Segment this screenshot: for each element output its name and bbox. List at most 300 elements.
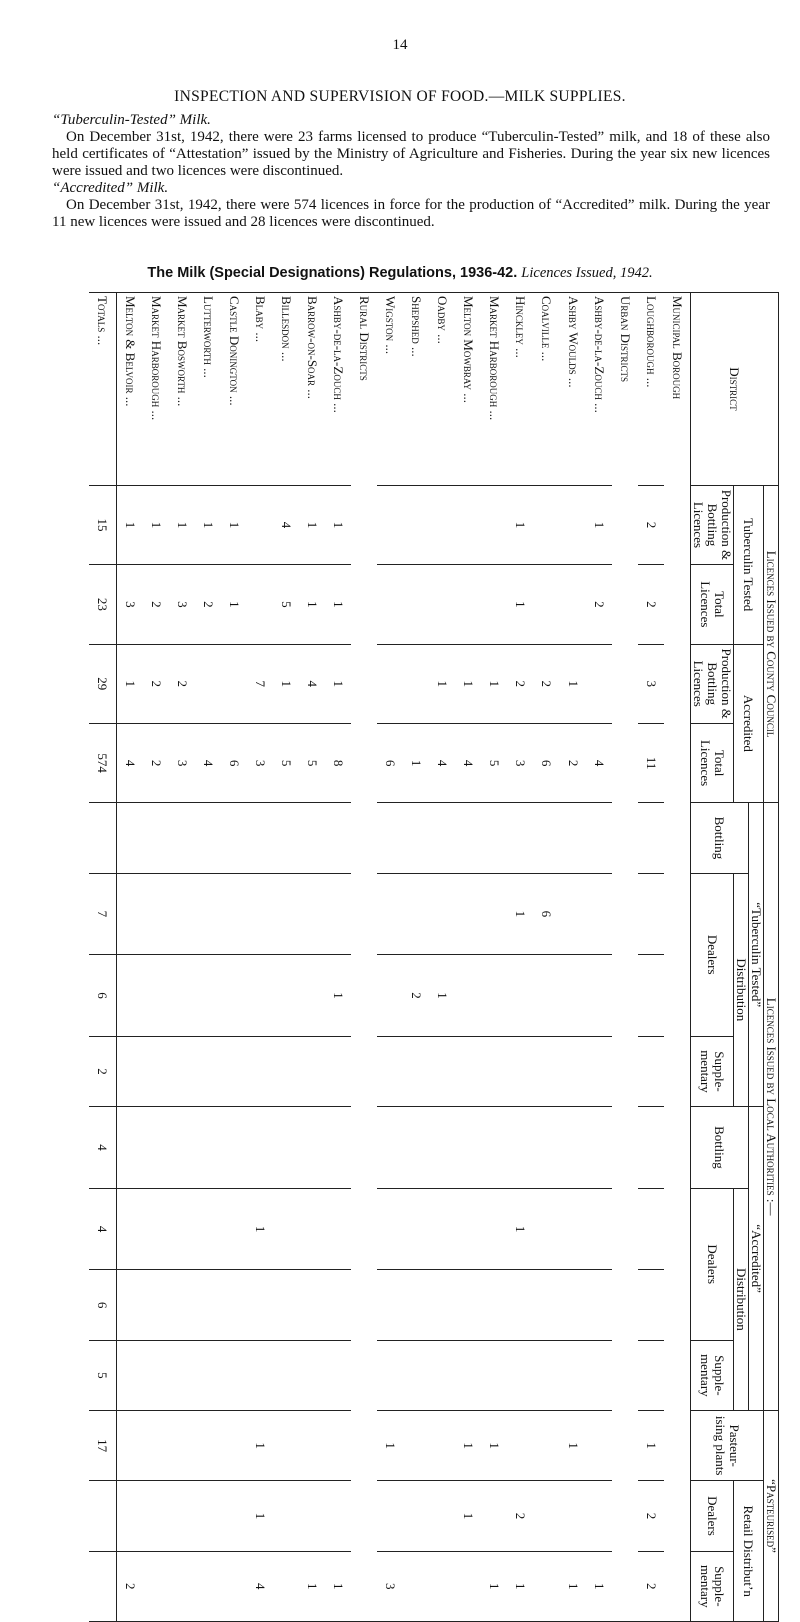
table-cell <box>169 1481 195 1551</box>
table-cell <box>221 1411 247 1481</box>
table-cell: 1 <box>273 644 299 723</box>
table-cell: 2 <box>507 644 533 723</box>
table-cell <box>429 1411 455 1481</box>
table-row <box>325 293 351 1622</box>
table-cell: 4 <box>455 723 481 802</box>
table-cell <box>429 1036 455 1106</box>
table-cell: 1 <box>429 955 455 1037</box>
table-cell: 1 <box>507 1551 533 1621</box>
table-cell <box>221 1107 247 1189</box>
group-label: Municipal Borough <box>664 293 691 1622</box>
table-cell <box>116 803 143 873</box>
table-cell <box>377 1340 403 1410</box>
district-name: Lutterworth ... <box>195 293 221 486</box>
page-heading: INSPECTION AND SUPERVISION OF FOOD.—MILK SUPPLIES. <box>174 88 626 105</box>
table-cell: 1 <box>325 565 351 644</box>
table-row <box>299 293 325 1622</box>
table-cell <box>325 1270 351 1340</box>
district-name: Castle Donington ... <box>221 293 247 486</box>
table-cell <box>403 1107 429 1189</box>
table-cell <box>195 1107 221 1189</box>
table-cell <box>377 873 403 955</box>
table-cell: 1 <box>116 644 143 723</box>
table-cell: 5 <box>481 723 507 802</box>
table-row <box>586 293 612 1622</box>
table-cell <box>273 1188 299 1270</box>
table-cell <box>638 955 664 1037</box>
table-cell <box>586 644 612 723</box>
table-cell: 1 <box>299 485 325 564</box>
la-acc-distribution-header: Distribution <box>734 1188 749 1410</box>
table-cell: 1 <box>325 1551 351 1621</box>
table-cell <box>143 803 169 873</box>
accredited-paragraph: On December 31st, 1942, there were 574 licences in force for the production of “Accredited” milk. During the year 11 new licences were issued and 28 licences were discontinued. <box>52 197 770 230</box>
cc-tt-header: Tuberculin Tested <box>734 485 764 644</box>
table-cell <box>507 1411 533 1481</box>
table-cell <box>429 1270 455 1340</box>
district-name: Shepshed ... <box>403 293 429 486</box>
table-cell <box>638 1340 664 1410</box>
district-name: Blaby ... <box>247 293 273 486</box>
table-cell: 2 <box>638 1481 664 1551</box>
table-cell: 2 <box>116 1551 143 1621</box>
table-cell <box>299 1107 325 1189</box>
table-cell: 1 <box>403 723 429 802</box>
table-cell <box>221 1270 247 1340</box>
table-cell <box>169 873 195 955</box>
table-cell: 6 <box>377 723 403 802</box>
table-cell <box>221 1340 247 1410</box>
table-cell: 1 <box>638 1411 664 1481</box>
table-cell: 7 <box>89 873 116 955</box>
district-header: District <box>691 293 779 486</box>
table-cell: 1 <box>221 565 247 644</box>
table-cell <box>221 955 247 1037</box>
table-cell <box>638 1036 664 1106</box>
cc-acc-production-bottling-header: Production & Bottling Licences <box>691 644 734 723</box>
table-cell: 4 <box>273 485 299 564</box>
table-cell: 2 <box>638 1551 664 1621</box>
table-cell <box>403 565 429 644</box>
table-cell: 23 <box>89 565 116 644</box>
table-cell: 1 <box>325 644 351 723</box>
table-cell: 2 <box>169 644 195 723</box>
table-cell <box>195 1340 221 1410</box>
table-cell <box>195 1188 221 1270</box>
table-cell <box>221 873 247 955</box>
table-cell <box>455 485 481 564</box>
table-cell <box>429 1107 455 1189</box>
group-label: Urban Districts <box>612 293 638 1622</box>
table-cell: 1 <box>247 1481 273 1551</box>
table-cell: 1 <box>325 485 351 564</box>
district-name: Hinckley ... <box>507 293 533 486</box>
table-cell: 1 <box>507 565 533 644</box>
table-cell <box>299 1340 325 1410</box>
table-cell <box>638 1270 664 1340</box>
table-cell: 6 <box>533 723 559 802</box>
table-cell <box>507 1340 533 1410</box>
table-cell: 1 <box>481 1411 507 1481</box>
table-cell <box>481 485 507 564</box>
table-cell <box>273 1036 299 1106</box>
table-row <box>143 293 169 1622</box>
la-acc-supplementary-header: Supple- mentary <box>691 1340 734 1410</box>
table-cell <box>195 1551 221 1621</box>
district-name: Market Harborough ... <box>481 293 507 486</box>
table-cell <box>299 1188 325 1270</box>
district-name: Wigston ... <box>377 293 403 486</box>
table-cell <box>586 1270 612 1340</box>
totals-label: Totals ... <box>89 293 116 486</box>
table-cell <box>299 955 325 1037</box>
district-name: Melton Mowbray ... <box>455 293 481 486</box>
table-cell <box>403 873 429 955</box>
table-cell <box>507 1036 533 1106</box>
table-cell: 2 <box>586 565 612 644</box>
table-cell <box>116 1188 143 1270</box>
table-cell <box>481 873 507 955</box>
district-name: Ashby Woulds ... <box>560 293 586 486</box>
table-cell <box>638 873 664 955</box>
table-cell <box>195 1270 221 1340</box>
table-cell: 1 <box>299 1551 325 1621</box>
table-row <box>116 293 143 1622</box>
la-tt-bottling-header: Bottling <box>691 803 749 873</box>
totals-row <box>89 293 116 1622</box>
table-cell <box>560 955 586 1037</box>
table-cell <box>195 955 221 1037</box>
table-row <box>195 293 221 1622</box>
table-cell <box>403 803 429 873</box>
table-cell <box>586 1340 612 1410</box>
district-name: Ashby-de-la-Zouch ... <box>586 293 612 486</box>
table-cell <box>273 1551 299 1621</box>
pasteurised-header: “Pasteurised” <box>764 1411 779 1622</box>
table-cell <box>429 803 455 873</box>
table-cell <box>403 1481 429 1551</box>
table-cell <box>533 803 559 873</box>
table-cell <box>273 803 299 873</box>
table-cell: 11 <box>638 723 664 802</box>
table-cell <box>560 1270 586 1340</box>
table-cell <box>247 485 273 564</box>
table-cell <box>638 1107 664 1189</box>
retail-dealers-header: Dealers <box>691 1481 734 1551</box>
table-cell <box>403 1551 429 1621</box>
table-cell <box>195 644 221 723</box>
tt-subheading: “Tuberculin-Tested” Milk. <box>52 112 211 128</box>
la-accredited-header: “Accredited” <box>749 1107 764 1411</box>
table-cell <box>325 1036 351 1106</box>
cc-tt-total-header: Total Licences <box>691 565 734 644</box>
table-cell <box>221 1551 247 1621</box>
table-cell: 5 <box>273 565 299 644</box>
table-cell: 5 <box>299 723 325 802</box>
table-cell: 1 <box>455 644 481 723</box>
table-row <box>377 293 403 1622</box>
table-cell <box>169 1188 195 1270</box>
table-cell <box>116 1411 143 1481</box>
table-cell <box>533 1107 559 1189</box>
table-cell: 2 <box>143 644 169 723</box>
table-cell <box>299 873 325 955</box>
table-cell: 17 <box>89 1411 116 1481</box>
table-cell: 1 <box>455 1481 481 1551</box>
table-cell <box>325 803 351 873</box>
table-cell: 2 <box>533 644 559 723</box>
table-cell: 29 <box>89 644 116 723</box>
table-cell: 1 <box>299 565 325 644</box>
table-cell <box>195 803 221 873</box>
table-cell <box>221 1481 247 1551</box>
local-authorities-header: Licences Issued by Local Authorities :— <box>764 803 779 1411</box>
table-cell <box>143 1411 169 1481</box>
cc-accredited-header: Accredited <box>734 644 764 803</box>
table-cell: 4 <box>247 1551 273 1621</box>
district-name: Loughborough ... <box>638 293 664 486</box>
la-tt-distribution-header: Distribution <box>734 873 749 1107</box>
table-cell: 1 <box>247 1188 273 1270</box>
table-cell: 3 <box>169 723 195 802</box>
table-cell <box>455 1340 481 1410</box>
table-cell <box>481 803 507 873</box>
table-cell: 1 <box>325 955 351 1037</box>
table-cell: 3 <box>638 644 664 723</box>
table-cell <box>638 803 664 873</box>
pasteurising-plants-header: Pasteur- ising plants <box>691 1411 764 1481</box>
table-cell <box>89 1551 116 1621</box>
table-cell: 2 <box>403 955 429 1037</box>
district-name: Melton & Belvoir ... <box>116 293 143 486</box>
table-cell <box>429 485 455 564</box>
table-cell <box>586 1107 612 1189</box>
table-cell <box>377 485 403 564</box>
table-cell: 3 <box>247 723 273 802</box>
table-cell <box>195 873 221 955</box>
table-cell <box>247 1270 273 1340</box>
table-cell <box>429 873 455 955</box>
table-cell <box>638 1188 664 1270</box>
table-cell: 1 <box>377 1411 403 1481</box>
table-cell: 1 <box>247 1411 273 1481</box>
table-cell <box>325 1340 351 1410</box>
table-cell: 2 <box>89 1036 116 1106</box>
table-cell: 1 <box>221 485 247 564</box>
table-cell <box>247 565 273 644</box>
table-cell <box>403 1036 429 1106</box>
table-cell <box>560 565 586 644</box>
table-cell <box>533 1188 559 1270</box>
table-cell <box>169 955 195 1037</box>
table-cell <box>89 1481 116 1551</box>
table-row <box>273 293 299 1622</box>
table-cell <box>481 1188 507 1270</box>
group-label: Rural Districts <box>351 293 377 1622</box>
table-row <box>455 293 481 1622</box>
table-cell <box>507 1270 533 1340</box>
table-cell <box>533 1340 559 1410</box>
table-cell: 4 <box>429 723 455 802</box>
table-cell <box>195 1036 221 1106</box>
cc-tt-production-bottling-header: Production & Bottling Licences <box>691 485 734 564</box>
table-cell <box>325 1411 351 1481</box>
table-cell: 8 <box>325 723 351 802</box>
retail-supplementary-header: Supple- mentary <box>691 1551 734 1621</box>
table-cell <box>325 873 351 955</box>
table-cell <box>481 1481 507 1551</box>
table-cell <box>481 565 507 644</box>
table-cell <box>247 1107 273 1189</box>
table-cell: 1 <box>507 873 533 955</box>
table-cell <box>325 1107 351 1189</box>
table-cell <box>143 955 169 1037</box>
table-cell <box>247 1036 273 1106</box>
table-cell <box>116 1340 143 1410</box>
table-cell <box>586 803 612 873</box>
table-cell <box>169 803 195 873</box>
table-cell <box>247 873 273 955</box>
table-cell: 3 <box>116 565 143 644</box>
table-cell <box>455 565 481 644</box>
table-cell <box>507 955 533 1037</box>
table-cell <box>325 1481 351 1551</box>
table-cell <box>299 1036 325 1106</box>
table-row <box>221 293 247 1622</box>
table-cell <box>377 644 403 723</box>
table-cell <box>455 955 481 1037</box>
table-cell <box>560 1481 586 1551</box>
table-cell: 1 <box>116 485 143 564</box>
table-cell <box>377 565 403 644</box>
table-cell: 15 <box>89 485 116 564</box>
table-cell <box>377 1188 403 1270</box>
table-cell <box>195 1481 221 1551</box>
accredited-section <box>52 180 770 231</box>
table-row <box>481 293 507 1622</box>
table-cell <box>481 1036 507 1106</box>
table-cell <box>116 1036 143 1106</box>
table-cell <box>481 1340 507 1410</box>
table-cell: 7 <box>247 644 273 723</box>
table-cell <box>247 955 273 1037</box>
table-cell <box>455 1036 481 1106</box>
retail-distribution-header: Retail Distribut’n <box>734 1481 764 1622</box>
table-cell <box>221 1188 247 1270</box>
table-cell: 5 <box>89 1340 116 1410</box>
table-cell <box>533 1551 559 1621</box>
table-cell <box>403 644 429 723</box>
licences-table <box>89 292 779 1622</box>
table-cell <box>560 1036 586 1106</box>
table-cell <box>299 1481 325 1551</box>
table-cell <box>455 1551 481 1621</box>
table-cell <box>221 803 247 873</box>
table-cell <box>116 873 143 955</box>
table-cell <box>221 644 247 723</box>
table-cell <box>247 1340 273 1410</box>
table-cell <box>273 955 299 1037</box>
table-cell <box>560 1188 586 1270</box>
table-row <box>664 293 691 1622</box>
district-name: Market Harborough ... <box>143 293 169 486</box>
table-cell <box>533 1411 559 1481</box>
district-name: Barrow-on-Soar ... <box>299 293 325 486</box>
table-cell <box>586 1036 612 1106</box>
table-row <box>612 293 638 1622</box>
table-cell: 1 <box>586 1551 612 1621</box>
table-cell <box>377 1036 403 1106</box>
table-cell: 2 <box>638 485 664 564</box>
accredited-subheading: “Accredited” Milk. <box>52 180 169 196</box>
table-cell <box>429 1481 455 1551</box>
table-cell <box>169 1411 195 1481</box>
table-cell: 1 <box>143 485 169 564</box>
table-row <box>429 293 455 1622</box>
table-cell: 1 <box>560 1411 586 1481</box>
table-cell <box>116 955 143 1037</box>
table-cell <box>116 1107 143 1189</box>
table-cell: 1 <box>169 485 195 564</box>
tt-section <box>52 112 770 180</box>
table-cell <box>299 803 325 873</box>
table-cell <box>377 1270 403 1340</box>
table-cell <box>169 1270 195 1340</box>
table-cell: 3 <box>507 723 533 802</box>
table-cell <box>403 1340 429 1410</box>
table-cell <box>377 1107 403 1189</box>
table-row <box>247 293 273 1622</box>
table-cell: 2 <box>195 565 221 644</box>
table-cell: 5 <box>273 723 299 802</box>
table-cell: 1 <box>481 1551 507 1621</box>
table-cell: 4 <box>116 723 143 802</box>
table-cell <box>481 955 507 1037</box>
table-cell <box>586 955 612 1037</box>
table-cell: 1 <box>429 644 455 723</box>
table-cell: 6 <box>89 955 116 1037</box>
table-cell <box>143 1481 169 1551</box>
table-cell <box>143 1188 169 1270</box>
district-name: Coalville ... <box>533 293 559 486</box>
cc-acc-total-header: Total Licences <box>691 723 734 802</box>
table-cell <box>533 1481 559 1551</box>
table-row <box>560 293 586 1622</box>
table-cell <box>377 803 403 873</box>
table-cell: 2 <box>560 723 586 802</box>
table-cell: 6 <box>89 1270 116 1340</box>
table-cell <box>455 873 481 955</box>
table-cell <box>533 955 559 1037</box>
table-title-italic: Licences Issued, 1942. <box>521 265 653 281</box>
table-cell <box>299 1411 325 1481</box>
table-cell: 574 <box>89 723 116 802</box>
table-cell <box>116 1270 143 1340</box>
table-cell <box>143 873 169 955</box>
table-row <box>507 293 533 1622</box>
table-cell <box>586 1481 612 1551</box>
table-cell <box>507 803 533 873</box>
table-cell <box>429 1551 455 1621</box>
table-cell <box>143 1340 169 1410</box>
table-title-main: The Milk (Special Designations) Regulations, 1936-42. <box>147 265 518 281</box>
table-cell <box>247 803 273 873</box>
la-tt-supplementary-header: Supple- mentary <box>691 1036 734 1106</box>
table-cell <box>455 803 481 873</box>
table-row <box>403 293 429 1622</box>
table-cell <box>273 1481 299 1551</box>
table-cell <box>533 1036 559 1106</box>
